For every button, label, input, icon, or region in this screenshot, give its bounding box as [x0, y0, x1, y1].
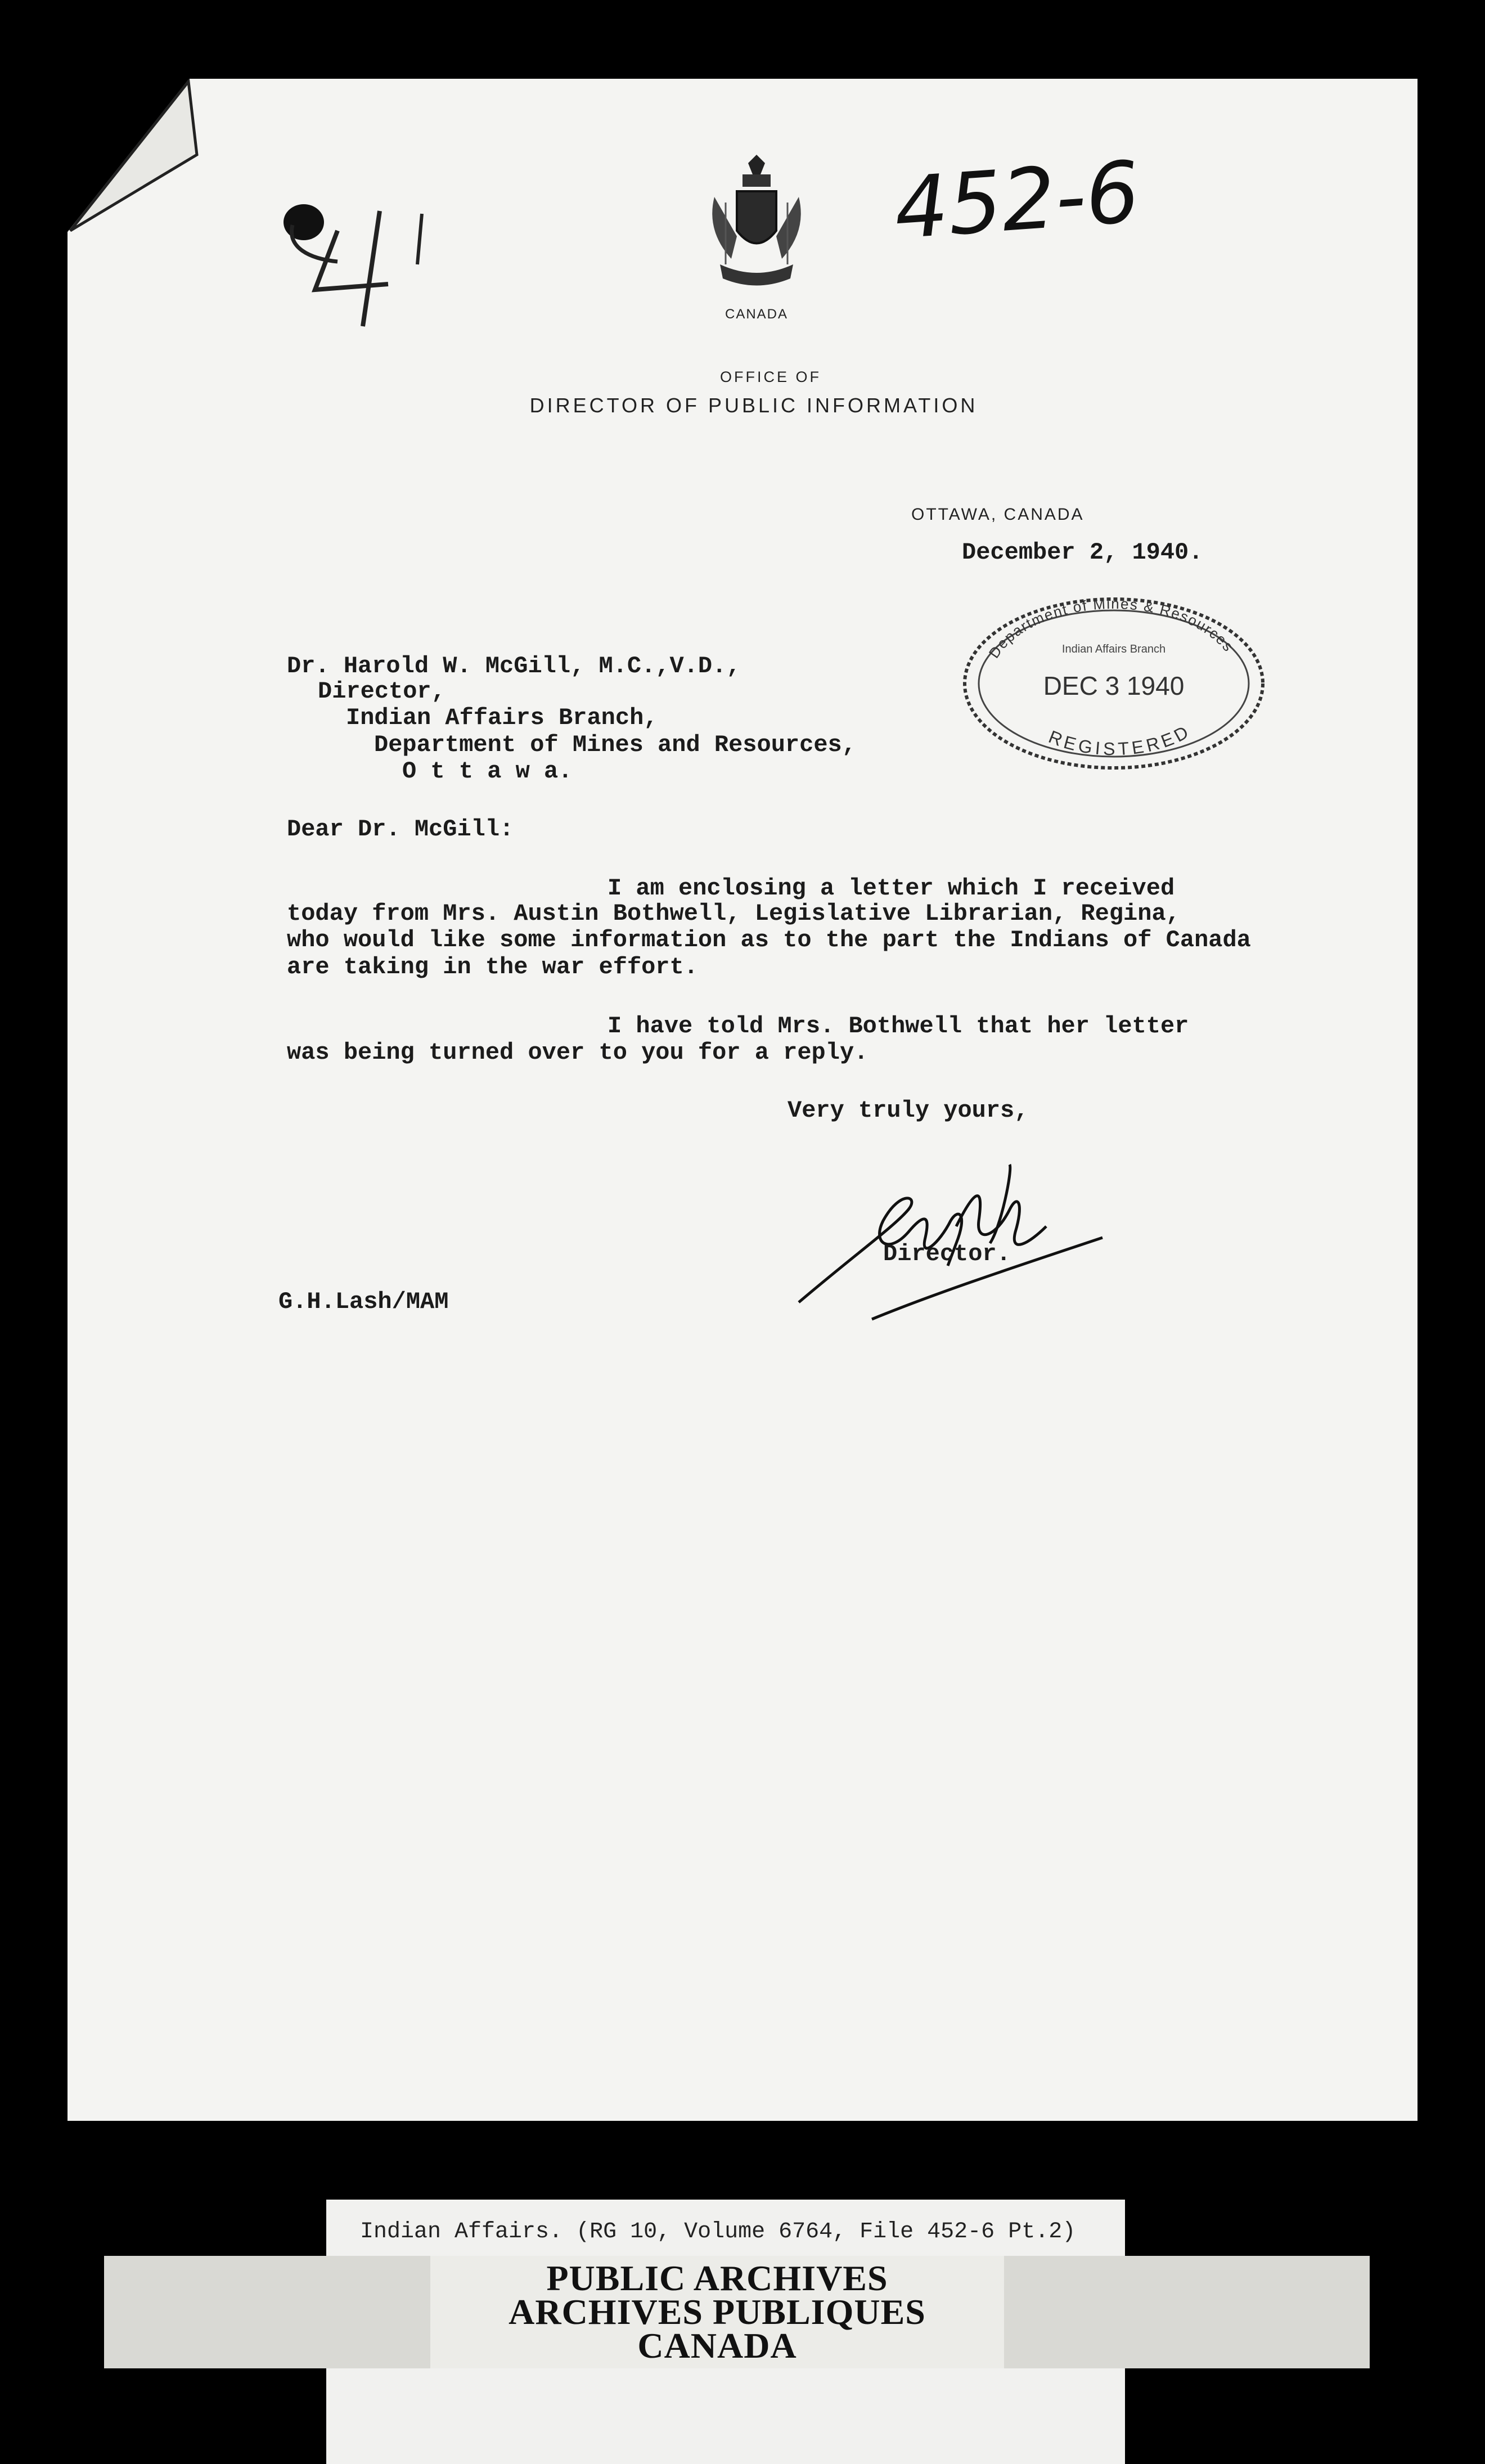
folded-corner: [68, 79, 214, 259]
archive-citation: Indian Affairs. (RG 10, Volume 6764, File 452-6 Pt.2): [360, 2219, 1076, 2245]
recipient-line-2: Director,: [318, 678, 446, 705]
recipient-line-3: Indian Affairs Branch,: [346, 704, 658, 731]
stamp-bottom-text: REGISTERED: [1046, 720, 1195, 759]
stamp-date: DEC 3 1940: [1043, 671, 1185, 700]
coat-of-arms-emblem: [698, 152, 816, 298]
letterhead-office-name: DIRECTOR OF PUBLIC INFORMATION: [529, 394, 978, 417]
svg-text:REGISTERED: [1046, 720, 1194, 759]
reference-initials: G.H.Lash/MAM: [278, 1288, 449, 1315]
archive-line-3: CANADA: [637, 2326, 797, 2366]
letterhead-place: OTTAWA, CANADA: [911, 505, 1084, 524]
received-stamp: [956, 588, 1271, 779]
archive-lower-panel: [326, 2368, 1125, 2464]
stamp-top-text: Department of Mines & Resources: [985, 595, 1238, 662]
signature-title: Director.: [883, 1240, 1011, 1267]
closing: Very truly yours,: [788, 1097, 1029, 1124]
paragraph-1-line-1: I am enclosing a letter which I received: [608, 875, 1175, 902]
paragraph-2-line-2: was being turned over to you for a reply.: [287, 1039, 868, 1066]
file-number-handwritten: 452-6: [891, 143, 1143, 258]
salutation: Dear Dr. McGill:: [287, 816, 514, 843]
paragraph-1-line-2: today from Mrs. Austin Bothwell, Legislative Librarian, Regina,: [287, 900, 1180, 927]
recipient-line-4: Department of Mines and Resources,: [374, 731, 856, 758]
paragraph-1-line-3: who would like some information as to the part the Indians of Canada: [287, 927, 1251, 954]
paragraph-2-line-1: I have told Mrs. Bothwell that her letter: [608, 1013, 1189, 1040]
archive-line-2: ARCHIVES PUBLIQUES: [508, 2292, 926, 2332]
archive-line-1: PUBLIC ARCHIVES: [546, 2258, 888, 2298]
recipient-line-1: Dr. Harold W. McGill, M.C.,V.D.,: [287, 653, 741, 680]
stamp-sub-text: Indian Affairs Branch: [1061, 643, 1166, 655]
recipient-line-5: O t t a w a.: [402, 758, 573, 785]
handwritten-mark-left: [253, 191, 467, 338]
letter-date: December 2, 1940.: [962, 539, 1203, 566]
letterhead-office-of: OFFICE OF: [720, 368, 821, 385]
letterhead-country: CANADA: [724, 307, 789, 322]
paragraph-1-line-4: are taking in the war effort.: [287, 954, 698, 981]
